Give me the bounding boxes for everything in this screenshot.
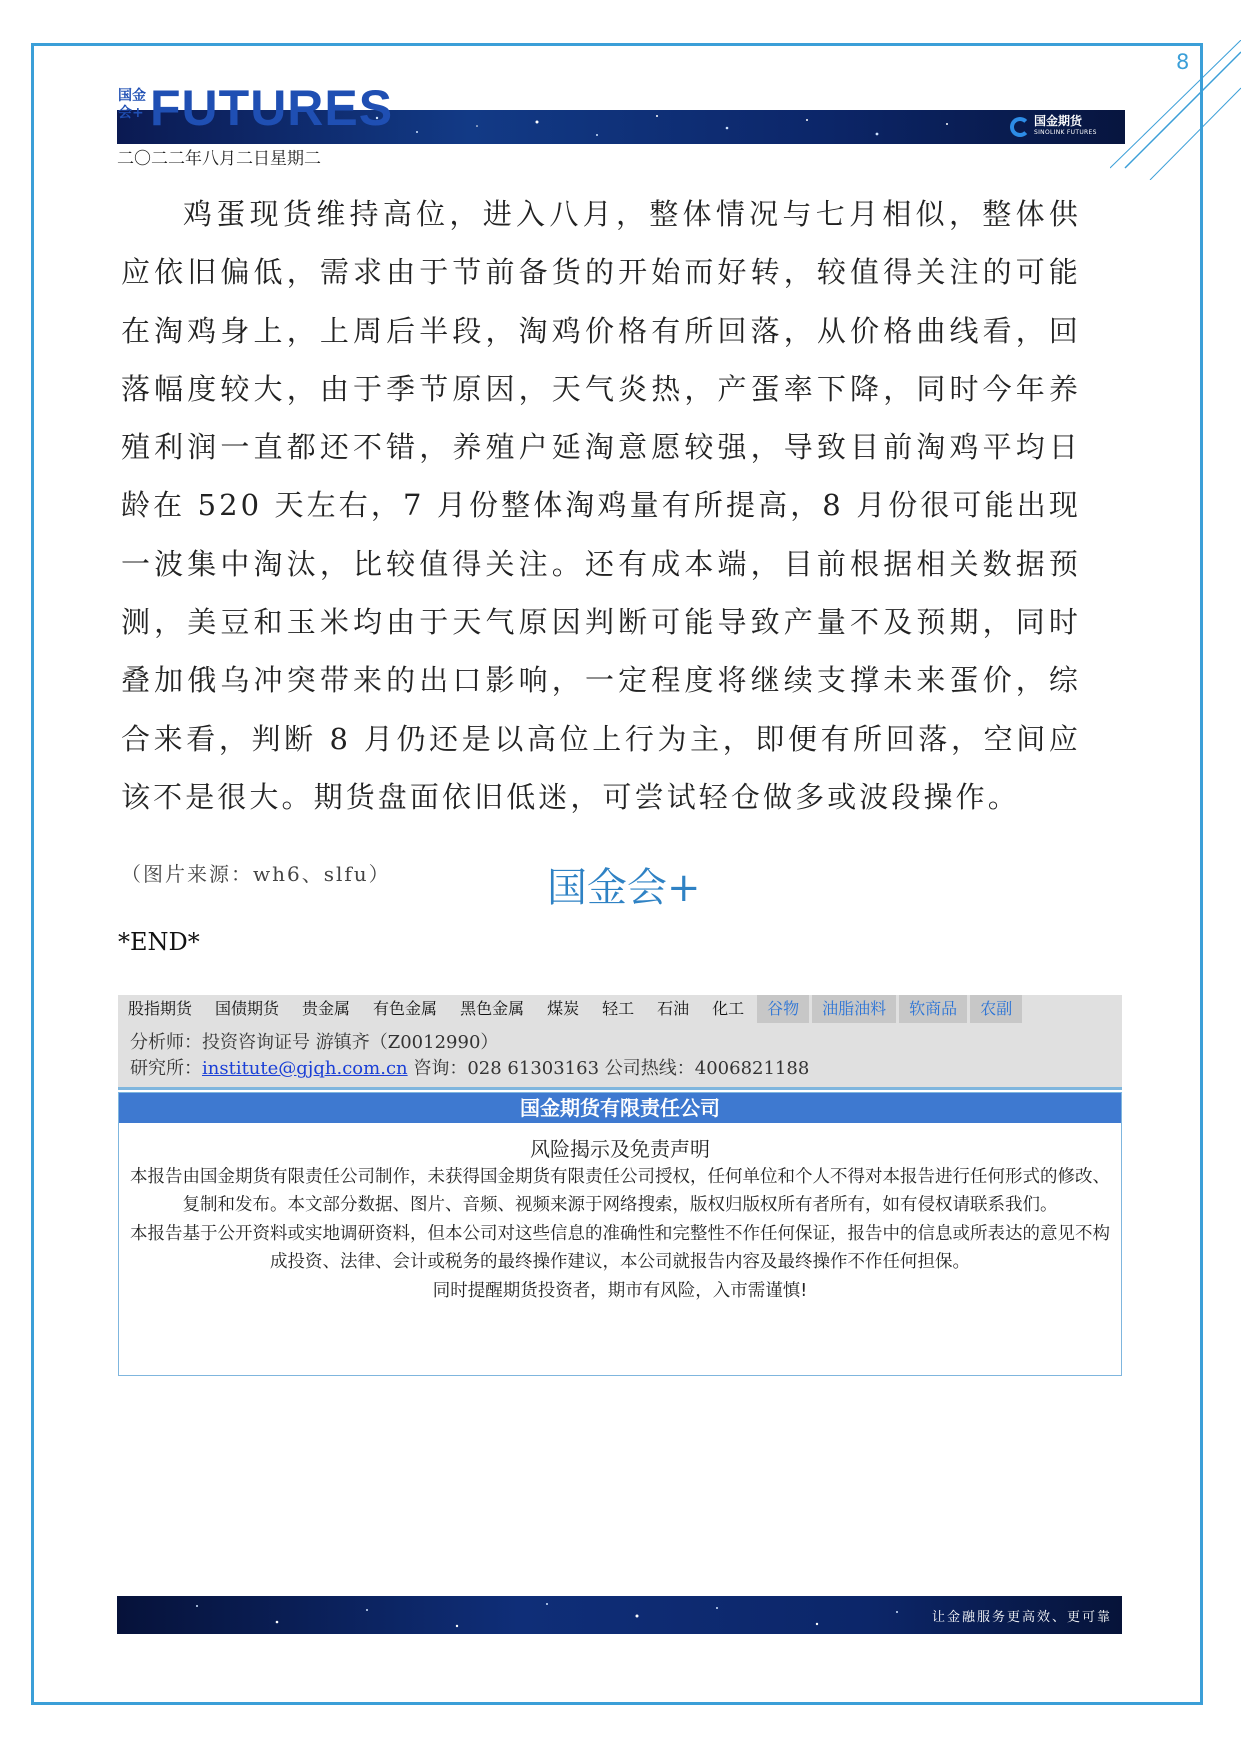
disclaimer-paragraph-3: 同时提醒期货投资者，期市有风险，入市需谨慎! xyxy=(432,1281,808,1301)
tab-ferrous[interactable]: 黑色金属 xyxy=(450,995,534,1023)
footer-banner xyxy=(117,1596,1122,1634)
report-date: 二〇二二年八月二日星期二 xyxy=(117,149,321,169)
disclaimer-paragraph-1: 本报告由国金期货有限责任公司制作，未获得国金期货有限责任公司授权，任何单位和个人不得对本报告进行任何形式的修改、复制和发布。本文部分数据、图片、音频、视频来源于网络搜索，版权归版权所有者所有，如有侵权请联系我们。 xyxy=(130,1167,1110,1215)
brand-wordmark: FUTURES xyxy=(150,80,394,136)
disclaimer-paragraph-2: 本报告基于公开资料或实地调研资料，但本公司对这些信息的准确性和完整性不作任何保证，报告中的信息或所表达的意见不构成投资、法律、会计或税务的最终操作建议，本公司就报告内容及最终操作不作任何担保。 xyxy=(130,1224,1110,1272)
body-paragraph: 鸡蛋现货维持高位，进入八月，整体情况与七月相似，整体供应依旧偏低，需求由于节前备货的开始而好转，较值得关注的可能在淘鸡身上，上周后半段，淘鸡价格有所回落，从价格曲线看，回落幅度较大，由于季节原因，天气炎热，产蛋率下降，同时今年养殖利润一直都还不错，养殖户延淘意愿较强，导致目前淘鸡平均日龄在 520 天左右，7 月份整体淘鸡量有所提高，8 月份很可能出现一波集中淘汰，比较值得关注。还有成本端，目前根据相关数据预测，美豆和玉米均由于天气原因判断可能导致产量不及预期，同时叠加俄乌冲突带来的出口影响，一定程度将继续支撑未来蛋价，综合来看，判断 8 月仍还是以高位上行为主，即便有所回落，空间应该不是很大。期货盘面依旧低迷，可尝试轻仓做多或波段操作。 xyxy=(121,197,1081,814)
logo-text-cn: 国金期货 xyxy=(1034,114,1083,128)
corner-decoration xyxy=(1110,40,1241,180)
tab-precious-metals[interactable]: 贵金属 xyxy=(292,995,360,1023)
logo-text-en: SINOLINK FUTURES xyxy=(1034,129,1097,136)
email-link[interactable]: institute@gjqh.com.cn xyxy=(202,1058,408,1079)
tab-light-industry[interactable]: 轻工 xyxy=(592,995,644,1023)
tab-grains[interactable]: 谷物 xyxy=(757,995,809,1023)
disclaimer-title: 风险揭示及免责声明 xyxy=(530,1137,710,1161)
footer-slogan: 让金融服务更高效、更可靠 xyxy=(931,1610,1112,1625)
tab-oilseeds[interactable]: 油脂油料 xyxy=(812,995,896,1023)
watermark-text: 国金会+ xyxy=(547,865,701,911)
contact-suffix: 咨询：028 61303163 公司热线：4006821188 xyxy=(407,1058,810,1079)
tab-oil[interactable]: 石油 xyxy=(647,995,699,1023)
brand-mark: 国金会+ xyxy=(118,88,146,121)
tab-chemicals[interactable]: 化工 xyxy=(702,995,754,1023)
disclaimer-box xyxy=(118,1092,1122,1376)
contact-prefix: 研究所： xyxy=(130,1058,202,1079)
image-source: （图片来源：wh6、slfu） xyxy=(121,862,391,886)
page-number: 8 xyxy=(1176,50,1190,74)
category-tabs xyxy=(118,995,1025,1025)
tab-stock-index[interactable]: 股指期货 xyxy=(118,995,202,1023)
tab-treasury[interactable]: 国债期货 xyxy=(205,995,289,1023)
tab-agri-sideline[interactable]: 农副 xyxy=(970,995,1022,1023)
corp-logo xyxy=(1010,114,1097,140)
tab-softs[interactable]: 软商品 xyxy=(899,995,967,1023)
end-mark: *END* xyxy=(118,928,200,956)
category-nav-panel xyxy=(118,995,1122,1090)
disclaimer-company: 国金期货有限责任公司 xyxy=(119,1093,1121,1123)
contact-line xyxy=(130,1054,809,1080)
analyst-line: 分析师：投资咨询证号 游镇齐（Z0012990） xyxy=(130,1032,499,1053)
tab-coal[interactable]: 煤炭 xyxy=(537,995,589,1023)
tab-nonferrous[interactable]: 有色金属 xyxy=(363,995,447,1023)
logo-icon xyxy=(1010,117,1030,137)
